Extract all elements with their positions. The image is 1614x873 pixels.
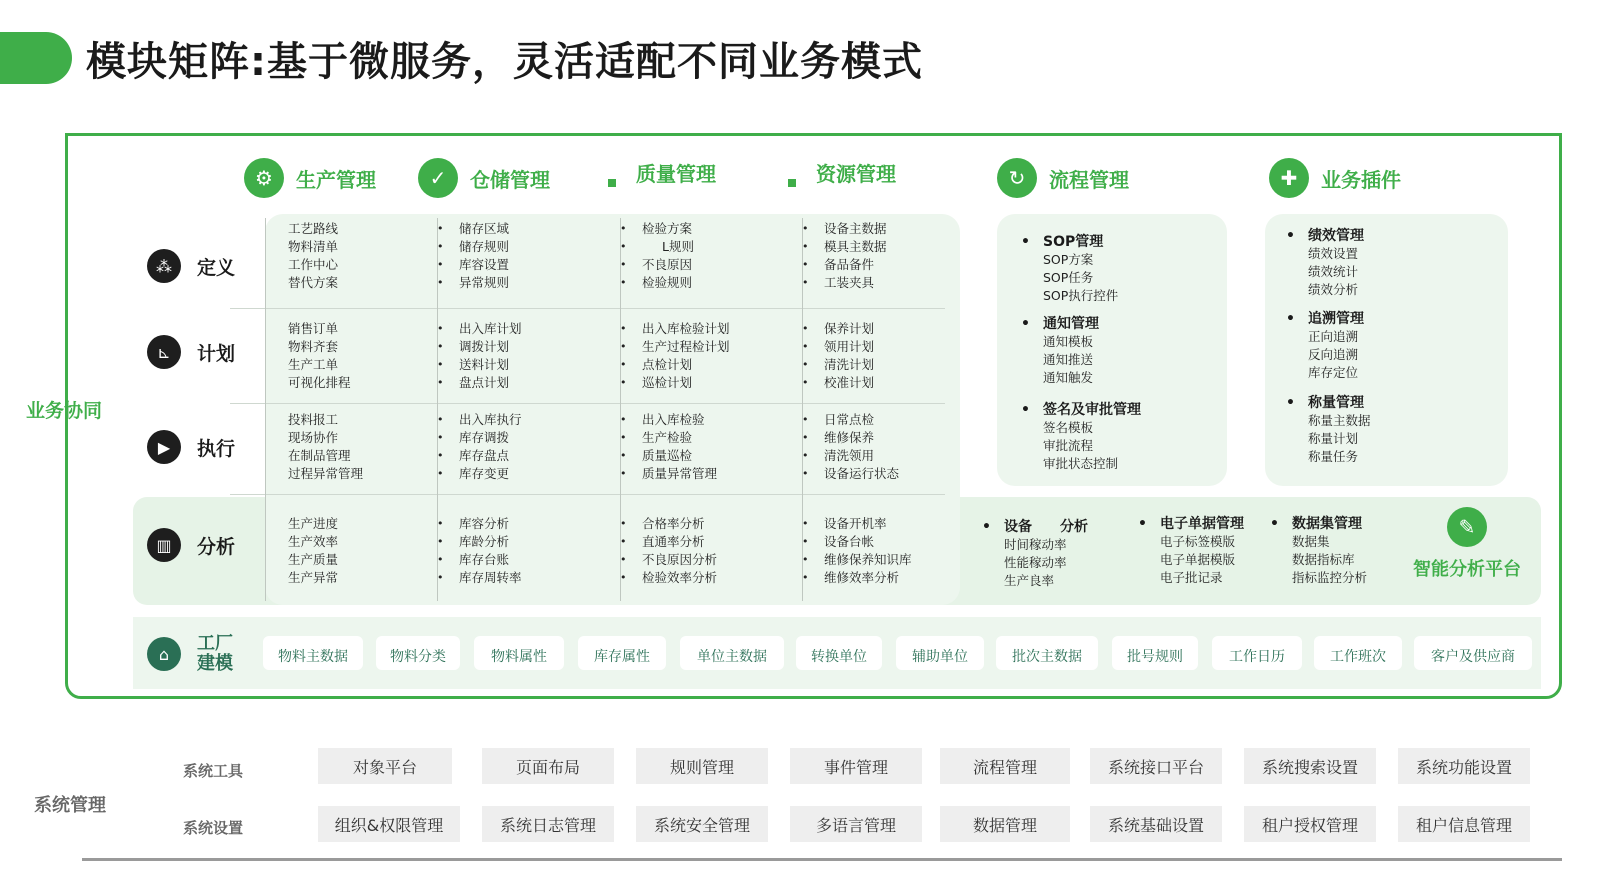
- block-item: 审批状态控制: [1043, 456, 1119, 471]
- row-label: 计划: [197, 342, 236, 365]
- cell-item: • 不良原因: [642, 256, 694, 274]
- system-tool-button[interactable]: 系统搜索设置: [1244, 748, 1376, 784]
- cell-item: • 库存台账: [459, 551, 522, 569]
- cell-item: • 巡检计划: [642, 374, 730, 392]
- analysis-block-dataset: [1292, 515, 1367, 587]
- module-process: [997, 158, 1129, 198]
- row-plan: [147, 335, 235, 369]
- cell-item: • 日常点检: [824, 411, 899, 429]
- row-label: 定义: [197, 256, 236, 279]
- row-divider: [230, 403, 945, 404]
- cell-item: 投料报工: [288, 412, 339, 427]
- cell-item: • 清洗领用: [824, 447, 899, 465]
- define-icon: ⁂: [147, 249, 181, 283]
- plugin-panel: [1265, 214, 1508, 486]
- build-chip[interactable]: 单位主数据: [680, 636, 784, 670]
- block-item: 正向追溯: [1308, 329, 1359, 344]
- cell-item: 生产质量: [288, 552, 339, 567]
- build-chip[interactable]: 物料主数据: [263, 636, 363, 670]
- block-heading: • 绩效管理: [1308, 227, 1364, 245]
- block-heading: • 数据集管理: [1292, 515, 1367, 533]
- cell-item: • 维修保养: [824, 429, 899, 447]
- block-item: 称量计划: [1308, 431, 1359, 446]
- system-setting-button[interactable]: 组织&权限管理: [318, 806, 460, 842]
- cell-item: 生产效率: [288, 534, 339, 549]
- process-block-approval: [1043, 401, 1141, 473]
- cell-define-warehouse: [459, 220, 509, 292]
- cell-item: • 设备开机率: [824, 515, 912, 533]
- block-heading: • 称量管理: [1308, 394, 1371, 412]
- block-item: 生产良率: [1004, 573, 1055, 588]
- cell-item: • 出入库执行: [459, 411, 522, 429]
- title-accent-tab: [0, 32, 72, 84]
- cell-item: 物料齐套: [288, 339, 339, 354]
- cell-item: • 检验规则: [642, 274, 694, 292]
- cell-item: 现场协作: [288, 430, 339, 445]
- module-title: 仓储管理: [470, 167, 550, 192]
- module-warehouse: [418, 158, 550, 198]
- cell-item: • 设备主数据: [824, 220, 887, 238]
- cell-item: • 清洗计划: [824, 356, 874, 374]
- system-tool-button[interactable]: 页面布局: [482, 748, 614, 784]
- square-bullet-icon: [608, 179, 616, 187]
- block-item: 指标监控分析: [1292, 570, 1368, 585]
- module-production: [244, 158, 376, 198]
- factory-icon: ⌂: [147, 637, 181, 671]
- block-item: 通知推送: [1043, 352, 1094, 367]
- system-baseline: [82, 858, 1562, 861]
- row-factory-modeling: [147, 634, 237, 674]
- system-setting-button[interactable]: 租户信息管理: [1398, 806, 1530, 842]
- block-item: SOP任务: [1043, 270, 1094, 285]
- cell-item: • 储存区域: [459, 220, 509, 238]
- cell-item: • 点检计划: [642, 356, 730, 374]
- block-heading: • 通知管理: [1043, 315, 1099, 333]
- page-title: 模块矩阵:基于微服务，灵活适配不同业务模式: [86, 39, 923, 85]
- module-title: 质量管理: [636, 162, 716, 186]
- cell-item: • 工装夹具: [824, 274, 887, 292]
- build-chip[interactable]: 库存属性: [578, 636, 666, 670]
- cycle-icon: ↻: [997, 158, 1037, 198]
- module-quality: [608, 158, 716, 187]
- cell-item: • 库存周转率: [459, 569, 522, 587]
- module-resource: [788, 158, 896, 187]
- cell-item: 工作中心: [288, 257, 339, 272]
- cell-define-resource: [824, 220, 887, 292]
- cell-item: 生产异常: [288, 570, 339, 585]
- build-chip[interactable]: 工作日历: [1212, 636, 1302, 670]
- block-heading: • 设备 分析: [1004, 518, 1088, 536]
- cell-item: • 送料计划: [459, 356, 522, 374]
- cell-execute-warehouse: [459, 411, 522, 483]
- process-block-sop: [1043, 233, 1118, 305]
- cell-item: • 库存变更: [459, 465, 522, 483]
- cell-analysis-resource: [824, 515, 912, 587]
- cell-item: • 质量巡检: [642, 447, 717, 465]
- cell-item: • 质量异常管理: [642, 465, 717, 483]
- block-item: 审批流程: [1043, 438, 1094, 453]
- cell-item: • 模具主数据: [824, 238, 887, 256]
- analysis-block-edoc: [1160, 515, 1244, 587]
- system-tool-button[interactable]: 系统接口平台: [1090, 748, 1222, 784]
- cell-item: • 库存调拨: [459, 429, 522, 447]
- block-item: 绩效统计: [1308, 264, 1359, 279]
- cell-item: • 库存盘点: [459, 447, 522, 465]
- system-setting-button[interactable]: 多语言管理: [790, 806, 922, 842]
- system-setting-button[interactable]: 数据管理: [940, 806, 1070, 842]
- block-item: 数据集: [1292, 534, 1330, 549]
- build-chip[interactable]: 批号规则: [1112, 636, 1198, 670]
- cell-item: • 盘点计划: [459, 374, 522, 392]
- system-tools-label: 系统工具: [183, 762, 244, 780]
- build-chip[interactable]: 辅助单位: [896, 636, 984, 670]
- bar-chart-icon: ▥: [147, 528, 181, 562]
- cell-item: • 不良原因分析: [642, 551, 717, 569]
- module-title: 流程管理: [1049, 167, 1129, 192]
- block-heading: • SOP管理: [1043, 233, 1118, 251]
- cell-item: 物料清单: [288, 239, 339, 254]
- smart-analysis-platform: [1397, 507, 1537, 581]
- cell-item: • 库容分析: [459, 515, 522, 533]
- cell-item: • 库龄分析: [459, 533, 522, 551]
- square-bullet-icon: [788, 179, 796, 187]
- cell-item: 工艺路线: [288, 221, 339, 236]
- block-item: 签名模板: [1043, 420, 1094, 435]
- cell-item: • 检验效率分析: [642, 569, 717, 587]
- system-setting-button[interactable]: 系统安全管理: [636, 806, 768, 842]
- play-icon: ▶: [147, 430, 181, 464]
- cell-item: 在制品管理: [288, 448, 351, 463]
- column-divider: [265, 218, 266, 601]
- cell-plan-quality: [642, 320, 730, 392]
- cell-analysis-warehouse: [459, 515, 522, 587]
- system-tool-button[interactable]: 对象平台: [318, 748, 452, 784]
- block-item: 称量主数据: [1308, 413, 1371, 428]
- system-setting-button[interactable]: 系统基础设置: [1090, 806, 1222, 842]
- cell-define-quality: [642, 220, 694, 292]
- cell-item: • 直通率分析: [642, 533, 717, 551]
- ruler-pencil-icon: ✎: [1447, 507, 1487, 547]
- business-collaboration-label: 业务协同: [26, 400, 103, 422]
- block-item: 通知触发: [1043, 370, 1094, 385]
- block-item: 电子批记录: [1160, 570, 1223, 585]
- cell-define-production: [288, 220, 338, 292]
- block-item: 库存定位: [1308, 365, 1359, 380]
- cell-item: • 出入库计划: [459, 320, 522, 338]
- module-title: 资源管理: [816, 162, 896, 186]
- block-heading: • 电子单据管理: [1160, 515, 1244, 533]
- cell-item: 生产进度: [288, 516, 339, 531]
- cell-item: • 备品备件: [824, 256, 887, 274]
- row-label: 执行: [197, 437, 236, 460]
- shield-check-icon: ✓: [418, 158, 458, 198]
- system-tool-button[interactable]: 流程管理: [940, 748, 1070, 784]
- analysis-block-equipment: [1004, 518, 1088, 590]
- block-item: 电子单据模版: [1160, 552, 1236, 567]
- cell-item: • 检验方案: [642, 220, 694, 238]
- cell-item: • 生产过程检计划: [642, 338, 730, 356]
- cell-item: 可视化排程: [288, 375, 351, 390]
- cell-analysis-production: [288, 515, 338, 587]
- cell-item: • 调拨计划: [459, 338, 522, 356]
- block-item: 反向追溯: [1308, 347, 1359, 362]
- build-chip[interactable]: 物料属性: [474, 636, 564, 670]
- build-chip[interactable]: 批次主数据: [996, 636, 1098, 670]
- cell-item: • 合格率分析: [642, 515, 717, 533]
- system-tool-button[interactable]: 系统功能设置: [1398, 748, 1530, 784]
- block-item: SOP执行控件: [1043, 288, 1119, 303]
- smart-platform-label: 智能分析平台: [1413, 559, 1521, 580]
- system-setting-button[interactable]: 系统日志管理: [482, 806, 614, 842]
- row-divider: [230, 308, 945, 309]
- cell-item: • 设备台帐: [824, 533, 912, 551]
- cell-item: • L规则: [642, 238, 694, 256]
- cell-item: • 校准计划: [824, 374, 874, 392]
- cell-item: • 设备运行状态: [824, 465, 899, 483]
- process-block-notify: [1043, 315, 1099, 387]
- cell-item: 替代方案: [288, 275, 339, 290]
- cell-item: • 保养计划: [824, 320, 874, 338]
- module-plugin: [1269, 158, 1401, 198]
- cell-item: • 异常规则: [459, 274, 509, 292]
- row-analysis: [147, 528, 235, 562]
- system-tool-button[interactable]: 事件管理: [790, 748, 922, 784]
- block-item: 称量任务: [1308, 449, 1359, 464]
- row-define: [147, 249, 235, 283]
- system-tool-button[interactable]: 规则管理: [636, 748, 768, 784]
- cell-item: • 生产检验: [642, 429, 717, 447]
- cell-item: • 领用计划: [824, 338, 874, 356]
- build-chip[interactable]: 转换单位: [796, 636, 882, 670]
- block-item: 时间稼动率: [1004, 537, 1067, 552]
- row-label: 分析: [197, 535, 236, 558]
- gears-icon: ⚙: [244, 158, 284, 198]
- cell-item: • 维修保养知识库: [824, 551, 912, 569]
- block-item: 数据指标库: [1292, 552, 1355, 567]
- module-title: 业务插件: [1321, 167, 1401, 192]
- cell-item: 销售订单: [288, 321, 339, 336]
- block-heading: • 签名及审批管理: [1043, 401, 1141, 419]
- block-heading: • 追溯管理: [1308, 310, 1364, 328]
- block-item: 性能稼动率: [1004, 555, 1067, 570]
- system-setting-button[interactable]: 租户授权管理: [1244, 806, 1376, 842]
- plugin-block-performance: [1308, 227, 1364, 299]
- system-management-label: 系统管理: [34, 795, 106, 816]
- cell-execute-production: [288, 411, 363, 483]
- cell-execute-resource: [824, 411, 899, 483]
- cell-analysis-quality: [642, 515, 717, 587]
- row-execute: [147, 430, 235, 464]
- block-item: 通知模板: [1043, 334, 1094, 349]
- cell-plan-resource: [824, 320, 874, 392]
- cell-plan-warehouse: [459, 320, 522, 392]
- build-chip[interactable]: 工作班次: [1314, 636, 1402, 670]
- row-divider: [230, 494, 945, 495]
- cell-item: 生产工单: [288, 357, 339, 372]
- cell-item: 过程异常管理: [288, 466, 364, 481]
- cell-item: • 维修效率分析: [824, 569, 912, 587]
- module-title: 生产管理: [296, 167, 376, 192]
- plugin-block-weighing: [1308, 394, 1371, 466]
- build-chip[interactable]: 客户及供应商: [1414, 636, 1532, 670]
- cell-item: • 储存规则: [459, 238, 509, 256]
- block-item: 绩效分析: [1308, 282, 1359, 297]
- block-item: 绩效设置: [1308, 246, 1359, 261]
- block-item: 电子标签模版: [1160, 534, 1236, 549]
- cell-item: • 库容设置: [459, 256, 509, 274]
- block-item: SOP方案: [1043, 252, 1094, 267]
- cell-item: • 出入库检验计划: [642, 320, 730, 338]
- plan-chart-icon: ⊾: [147, 335, 181, 369]
- plugin-block-trace: [1308, 310, 1364, 382]
- plugin-grid-icon: ✚: [1269, 158, 1309, 198]
- cell-item: • 出入库检验: [642, 411, 717, 429]
- cell-execute-quality: [642, 411, 717, 483]
- build-chip[interactable]: 物料分类: [376, 636, 460, 670]
- row-label: 工厂建模: [197, 633, 233, 674]
- system-settings-label: 系统设置: [183, 819, 244, 837]
- cell-plan-production: [288, 320, 351, 392]
